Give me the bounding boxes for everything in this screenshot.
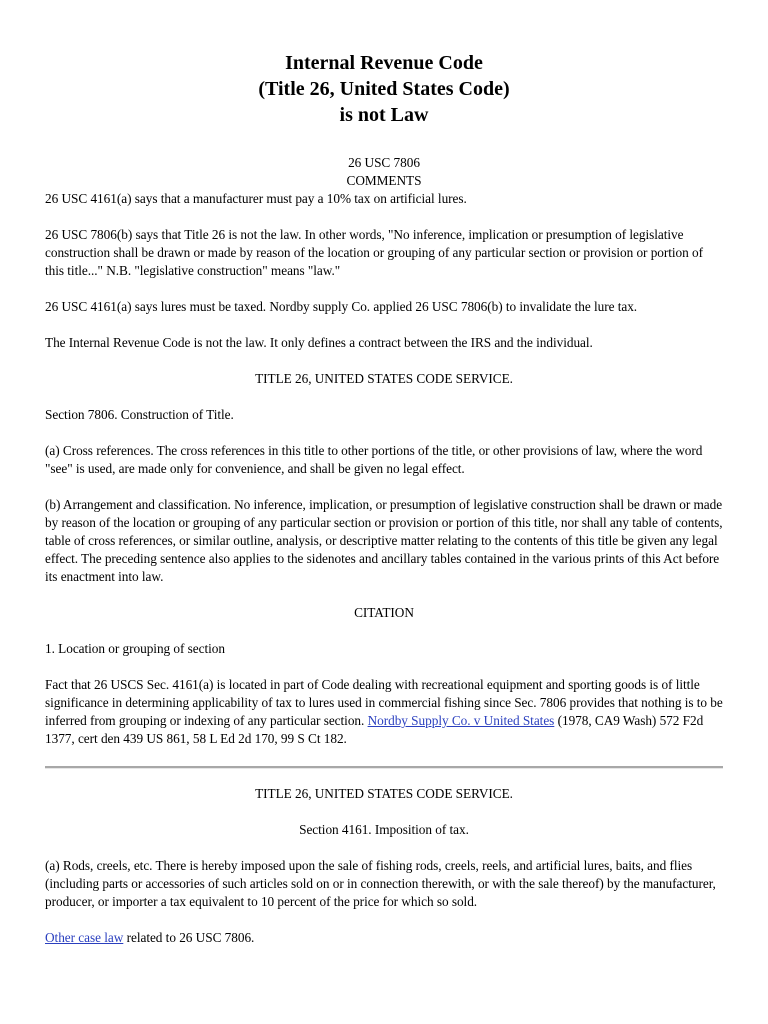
intro-paragraph-3: 26 USC 4161(a) says lures must be taxed. Nordby supply Co. applied 26 USC 7806(b) to invalidate the lure tax. bbox=[45, 299, 638, 314]
section-7806-title: Section 7806. Construction of Title. bbox=[45, 407, 234, 422]
comments-heading: COMMENTS bbox=[346, 173, 422, 188]
intro-paragraph-1: 26 USC 4161(a) says that a manufacturer must pay a 10% tax on artificial lures. bbox=[45, 191, 467, 206]
title-line-1: Internal Revenue Code bbox=[285, 52, 483, 74]
title-line-3: is not Law bbox=[339, 104, 429, 126]
section-7806-subsection-b: (b) Arrangement and classification. No inference, implication, or presumption of legislative construction shall be drawn or made by reason of the location or grouping of any particular section or provision or portion of this title, nor shall any table of contents, table of cross references, or similar outline, analysis, or descriptive matter relating to the contents of this title be given any legal effect. The preceding sentence also applies to the sidenotes and ancillary tables contained in the various prints of this Act before its enactment into law. bbox=[45, 497, 723, 584]
footer-text-after: related to 26 USC 7806. bbox=[123, 930, 255, 945]
citation-heading: CITATION bbox=[354, 605, 414, 620]
title-line-2: (Title 26, United States Code) bbox=[258, 78, 510, 100]
section-divider bbox=[45, 766, 723, 769]
section-7806-subsection-a: (a) Cross references. The cross references in this title to other portions of the title, or other provisions of law, where the word "see" is used, are made only for convenience, and shall be given no legal effect. bbox=[45, 443, 703, 476]
citation-paragraph bbox=[45, 676, 723, 748]
intro-paragraph-2: 26 USC 7806(b) says that Title 26 is not the law. In other words, "No inference, implication or presumption of legislative construction shall be drawn or made by reason of the location or grouping of any particular section or provision or portion of this title..." N.B. "legislative construction" means "law." bbox=[45, 227, 704, 278]
other-case-law-link[interactable]: Other case law bbox=[45, 930, 124, 945]
section-4161-subsection-a: (a) Rods, creels, etc. There is hereby imposed upon the sale of fishing rods, creels, reels, and artificial lures, baits, and flies (including parts or accessories of such articles sold on or in connection therewith, or with the sale thereof) by the manufacturer, producer, or importer a tax equivalent to 10 percent of the price for which so sold. bbox=[45, 858, 716, 909]
citation-text-after: (1978, CA9 Wash) 572 F2d 1377, cert den 439 US 861, 58 L Ed 2d 170, 99 S Ct 182. bbox=[45, 713, 704, 746]
citation-text-before: Fact that 26 USCS Sec. 4161(a) is located in part of Code dealing with recreational equipment and sporting goods is of little significance in determining applicability of tax to lures used in commercial fishing since Sec. 7806 provides that nothing is to be inferred from grouping or indexing of any particular section. bbox=[45, 677, 723, 728]
intro-paragraph-4: The Internal Revenue Code is not the law. It only defines a contract between the IRS and the individual. bbox=[45, 335, 593, 350]
intro-cite: 26 USC 7806 bbox=[348, 155, 420, 170]
citation-item: 1. Location or grouping of section bbox=[45, 641, 225, 656]
nordby-case-link[interactable]: Nordby Supply Co. v United States bbox=[367, 713, 555, 728]
section-4161-title: Section 4161. Imposition of tax. bbox=[299, 822, 469, 837]
section-7806-heading: TITLE 26, UNITED STATES CODE SERVICE. bbox=[255, 371, 513, 386]
section-4161-heading: TITLE 26, UNITED STATES CODE SERVICE. bbox=[255, 786, 513, 801]
page-title bbox=[45, 50, 723, 128]
footer-paragraph bbox=[45, 929, 723, 947]
